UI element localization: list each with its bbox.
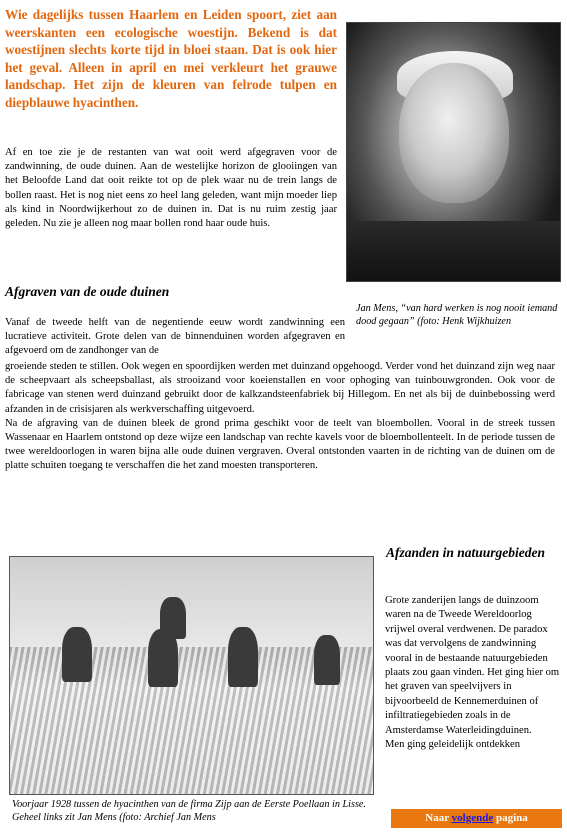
portrait-face — [399, 63, 509, 203]
portrait-caption: Jan Mens, “van hard werken is nog nooit iemand dood gegaan” (foto: Henk Wijkhuizen — [356, 303, 558, 327]
lead-paragraph: Wie dagelijks tussen Haarlem en Leiden spoort, ziet aan weerskanten een ecologische woestijn. Bekend is dat woestijnen slechts korte tijd in bloei staan. Dat is ook hier het geval. Alleen in april en mei verkleurt het grauwe landschap. Het zijn de kleuren van felrode tulpen en diepblauwe hyacinthen. — [5, 7, 337, 110]
heading-afgraven: Afgraven van de oude duinen — [5, 284, 170, 299]
intro-paragraph: Af en toe zie je de restanten van wat ooit werd afgegraven voor de zandwinning, de oude duinen. Aan de westelijke horizon de glooiingen van het Beloofde Land dat ooit reikte tot op de plek waar nu de trein langs de bollen raast. Het is nog niet eens zo heel lang geleden, want mijn moeder liep als kind in Noordwijkerhout zo de duinen in. Dat is nu ruim zestig jaar geleden. Nu zie je alleen nog maar bollen rond haar oude huis. — [5, 147, 337, 230]
next-page-button[interactable] — [391, 809, 562, 828]
afzanden-paragraph-last-line: Men ging geleidelijk ontdekken — [385, 739, 521, 751]
portrait-photo-jan-mens — [346, 22, 561, 282]
photo-figure — [160, 597, 186, 639]
photo-figure — [62, 627, 92, 682]
afgraven-paragraph-part3: Na de afgraving van de duinen bleek de grond prima geschikt voor de teelt van bloembollen. Vooral in de streek tussen Wassenaar en Haarlem ontstond op deze wijze een landschap van rechte kavels voor de bloembollenteelt. In de periode tussen de twee wereldoorlogen in waren bijna alle oude duinen vergraven. Overal ontstonden vaarten in de richting van de duinen om de platte schuiten toegang te verschaffen die het zand moesten transporteren. — [5, 417, 555, 472]
afgraven-paragraph-part1: Vanaf de tweede helft van de negentiende eeuw wordt zandwinning een lucratieve activiteit. Grote delen van de binnenduinen worden afgegraven en afgevoerd om de zandhonger van de — [5, 317, 345, 357]
next-page-prefix: Naar — [425, 812, 452, 824]
afgraven-paragraph-part2-3 — [5, 360, 555, 474]
next-page-suffix: pagina — [493, 812, 528, 824]
photo-figure — [228, 627, 258, 687]
afgraven-paragraph-part2: groeiende steden te stillen. Ook wegen en spoordijken werden met duinzand opgehoogd. Verder vond het duinzand zijn weg naar de scheepvaart als scheepsballast, als strooizand voor koeienstallen en voor ophoging van tuinbouwgronden. Ook voor de fabricage van stenen werd duinzand gebruikt door de kalkzandsteenfabriek bij Hillegom. En net als bij de duinbebossing werd afzanden in de crisisjaren als werkverschaffing uitgevoerd. — [5, 361, 555, 415]
photo-caption: Voorjaar 1928 tussen de hyacinthen van de firma Zijp aan de Eerste Poellaan in Lisse. Geheel links zit Jan Mens (foto: Archief Jan Mens — [12, 799, 366, 824]
next-page-link[interactable]: volgende — [451, 812, 494, 824]
heading-afzanden: Afzanden in natuurgebieden — [386, 545, 546, 560]
photo-figure — [314, 635, 340, 685]
portrait-collar — [347, 221, 560, 281]
afzanden-paragraph-main: Grote zanderijen langs de duinzoom waren na de Tweede Wereldoorlog vrijwel overal verdwenen. De paradox was dat vervolgens de zandwinning vooral in de bestaande natuurgebieden plaats zou gaan vinden. Het ging hier om het graven van speelvijvers in bijvoorbeeld de Kennemerduinen of infiltratiegebieden zoals in de Amsterdamse Waterleidingduinen. — [385, 595, 560, 736]
afzanden-paragraph — [385, 594, 560, 752]
hyacinth-field-photo — [9, 556, 374, 795]
